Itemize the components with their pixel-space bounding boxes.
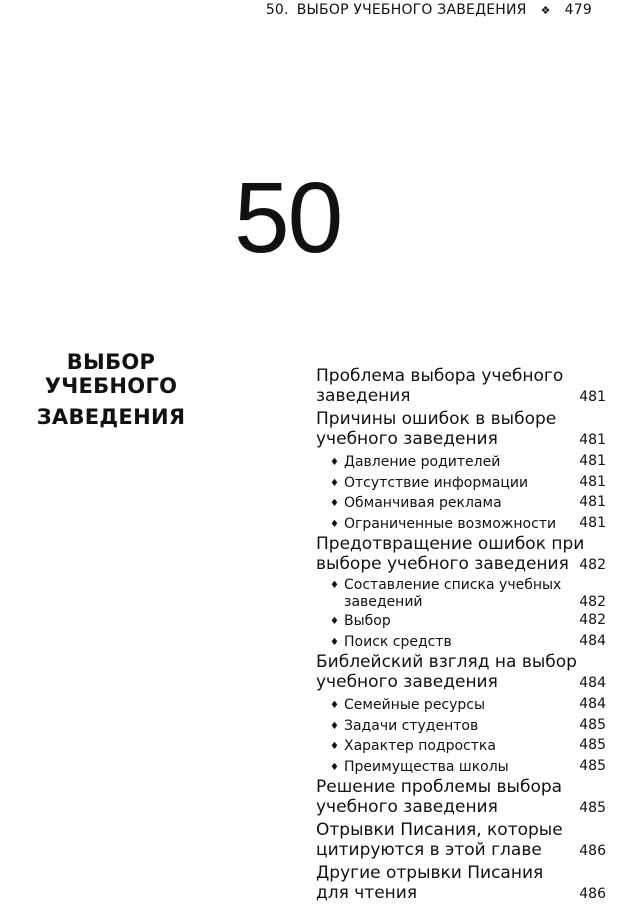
header-chapter-ref: 50. — [265, 2, 289, 18]
toc-subentry-title: Выбор — [344, 613, 391, 629]
toc-subentry-title: Ограниченные возможности — [344, 515, 557, 532]
table-of-contents — [316, 366, 606, 906]
bullet-diamond-icon: ♦ — [330, 518, 339, 530]
chapter-number: 50 — [234, 162, 342, 274]
toc-entry[interactable] — [316, 366, 606, 407]
toc-page-number: 481 — [579, 514, 606, 531]
bullet-diamond-icon: ♦ — [330, 580, 339, 591]
toc-subentry-title: Характер подростка — [344, 738, 496, 754]
toc-subentry-title: Преимущества школы — [344, 758, 509, 775]
toc-subentry-title: Обманчивая реклама — [344, 495, 502, 511]
toc-subentry-title: Поиск средств — [344, 633, 452, 650]
toc-page-number: 482 — [579, 612, 606, 628]
toc-subentry-title: Составление списка учебных — [344, 577, 562, 593]
toc-page-number: 486 — [579, 886, 606, 902]
toc-entry[interactable] — [316, 777, 606, 818]
toc-entry-title-line2: учебного заведения 484 — [316, 672, 606, 692]
toc-subentry[interactable] — [316, 577, 606, 611]
toc-entry[interactable] — [316, 863, 606, 904]
toc-subentry-title: Задачи студентов — [344, 717, 479, 734]
toc-subentry-title-line2: заведений — [344, 594, 423, 610]
toc-page-number: 485 — [579, 737, 606, 753]
chapter-title-line1: ВЫБОР УЧЕБНОГО — [44, 350, 178, 398]
ornament-diamond-icon: ❖ — [540, 3, 551, 17]
toc-subentry[interactable] — [316, 473, 606, 494]
toc-subentry[interactable] — [316, 493, 606, 514]
toc-page-number: 482 — [579, 594, 606, 610]
toc-entry[interactable] — [316, 820, 606, 861]
toc-entry-title: Предотвращение ошибок при — [316, 534, 585, 554]
toc-subentry[interactable] — [316, 695, 606, 716]
bullet-diamond-icon: ♦ — [330, 720, 339, 732]
bullet-diamond-icon: ♦ — [330, 498, 339, 509]
toc-page-number: 481 — [579, 389, 606, 405]
toc-entry-title: Причины ошибок в выборе — [316, 409, 557, 429]
bullet-diamond-icon: ♦ — [330, 616, 339, 627]
toc-entry-title: Проблема выбора учебного — [316, 366, 564, 386]
bullet-diamond-icon: ♦ — [330, 741, 339, 752]
toc-subentry-title: Отсутствие информации — [344, 474, 529, 491]
toc-page-number: 485 — [579, 757, 606, 774]
toc-page-number: 481 — [579, 473, 606, 490]
bullet-diamond-icon: ♦ — [330, 761, 339, 773]
bullet-diamond-icon: ♦ — [330, 477, 339, 489]
header-page-number: 479 — [564, 2, 592, 18]
toc-page-number: 485 — [579, 800, 606, 816]
toc-entry-title-line2: учебного заведения 481 — [316, 429, 606, 449]
toc-page-number: 481 — [579, 432, 606, 448]
toc-subentry[interactable] — [316, 611, 606, 632]
toc-page-number: 486 — [579, 843, 606, 859]
bullet-diamond-icon: ♦ — [330, 457, 339, 468]
toc-subentry-title: Семейные ресурсы — [344, 697, 486, 713]
toc-page-number: 485 — [579, 716, 606, 733]
running-head — [266, 2, 592, 18]
toc-entry-title-line2: для чтения 486 — [316, 883, 606, 903]
toc-entry[interactable] — [316, 652, 606, 693]
toc-entry-title-line2: заведения 481 — [316, 386, 606, 406]
toc-page-number: 484 — [579, 632, 606, 649]
toc-subentry[interactable] — [316, 757, 606, 778]
toc-subentry[interactable] — [316, 452, 606, 473]
toc-entry-title: Библейский взгляд на выбор — [316, 652, 577, 672]
toc-page-number: 482 — [579, 557, 606, 573]
toc-page-number: 481 — [579, 494, 606, 510]
toc-subentry[interactable] — [316, 514, 606, 535]
toc-entry-title: Другие отрывки Писания — [316, 863, 544, 883]
toc-page-number: 481 — [579, 453, 606, 469]
toc-subentry-title: Давление родителей — [344, 454, 501, 470]
bullet-diamond-icon: ♦ — [330, 700, 339, 711]
toc-subentry[interactable] — [316, 632, 606, 653]
toc-entry-title: Решение проблемы выбора — [316, 777, 563, 797]
toc-entry[interactable] — [316, 534, 606, 575]
header-section-title: ВЫБОР УЧЕБНОГО ЗАВЕДЕНИЯ — [296, 2, 527, 18]
toc-entry-title-line2: цитируются в этой главе 486 — [316, 840, 606, 860]
bullet-diamond-icon: ♦ — [330, 636, 339, 648]
toc-page-number: 484 — [579, 696, 606, 712]
toc-subentry[interactable] — [316, 716, 606, 737]
toc-entry-title-line2: выборе учебного заведения 482 — [316, 554, 606, 574]
toc-entry-title: Отрывки Писания, которые — [316, 820, 563, 840]
chapter-title-line2: ЗАВЕДЕНИЯ — [36, 405, 186, 429]
toc-entry[interactable] — [316, 409, 606, 450]
toc-entry-title-line2: учебного заведения 485 — [316, 797, 606, 817]
toc-subentry[interactable] — [316, 736, 606, 757]
toc-page-number: 484 — [579, 675, 606, 691]
